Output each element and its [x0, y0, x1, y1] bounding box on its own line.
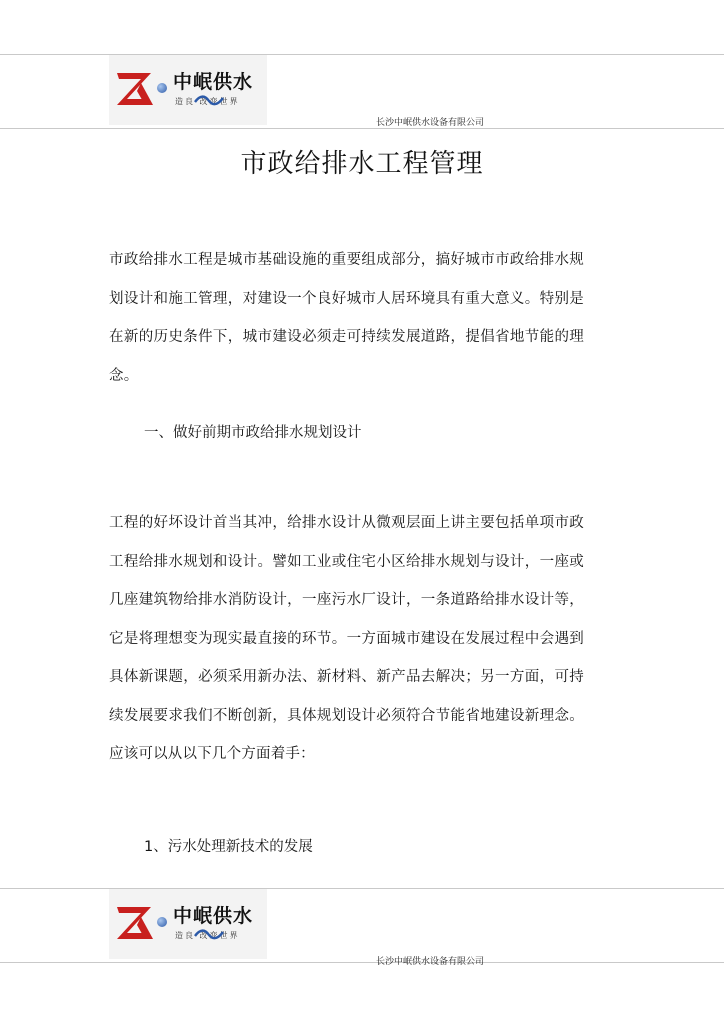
- footer-company-name: 长沙中岷供水设备有限公司: [376, 957, 485, 967]
- company-logo-icon: [115, 69, 155, 109]
- logo-dot-icon: [157, 917, 167, 927]
- brand-slogan: 造良 改变世界: [175, 931, 240, 940]
- footer-logo: [109, 889, 267, 959]
- header-logo: [109, 55, 267, 125]
- company-logo-icon: [115, 903, 155, 943]
- wave-icon: [194, 93, 224, 107]
- section-heading: 一、做好前期市政给排水规划设计: [144, 425, 362, 441]
- intro-paragraph: 市政给排水工程是城市基础设施的重要组成部分，搞好城市市政给排水规划设计和施工管理，对建设一个良好城市人居环境具有重大意义。特别是在新的历史条件下，城市建设必须走可持续发展道路，提倡省地节能的理念。: [109, 252, 584, 384]
- brand-name: 中岷供水: [173, 71, 254, 93]
- subsection-heading: 1、污水处理新技术的发展: [144, 839, 313, 855]
- footer-bottom-rule: [0, 962, 724, 963]
- logo-dot-icon: [157, 83, 167, 93]
- page-title: 市政给排水工程管理: [240, 149, 484, 179]
- header-bottom-rule: [0, 128, 724, 129]
- wave-icon: [194, 927, 224, 941]
- section-paragraph: 工程的好坏设计首当其冲，给排水设计从微观层面上讲主要包括单项市政工程给排水规划和设计。譬如工业或住宅小区给排水规划与设计，一座或几座建筑物给排水消防设计，一座污水厂设计，一条道路给排水设计等，它是将理想变为现实最直接的环节。一方面城市建设在发展过程中会遇到具体新课题，必须采用新办法、新材料、新产品去解决；另一方面，可持续发展要求我们不断创新，具体规划设计必须符合节能省地建设新理念。应该可以从以下几个方面着手：: [109, 515, 584, 762]
- brand-slogan: 造良 改变世界: [175, 97, 240, 106]
- brand-name: 中岷供水: [173, 905, 254, 927]
- header-company-name: 长沙中岷供水设备有限公司: [376, 118, 485, 128]
